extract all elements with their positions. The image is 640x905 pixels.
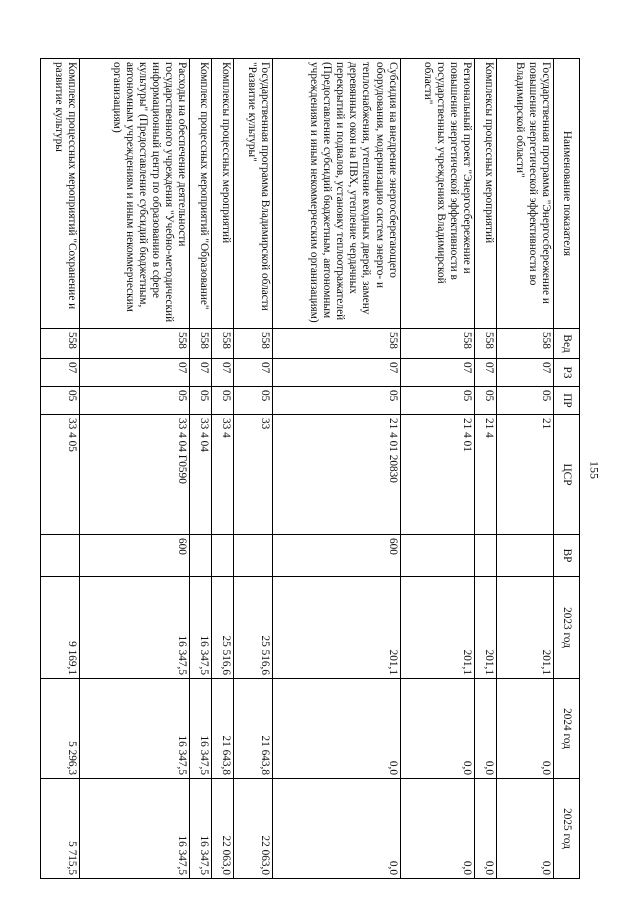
column-header: 2024 год	[554, 679, 580, 779]
column-header: Наименование показателя	[554, 59, 580, 329]
rotated-page-content	[40, 58, 580, 878]
cell-name: Субсидия на внедрение энергосберегающего оборудования, модернизацию систем энерго- и теплоснабжения, утепление входных дверей, замену деревянных окон на ПВХ, утепление чердачных перекрытий и подвалов, установку теплоотражателей (Предоставление субсидий бюджетным, автономным учреждениям и иным некоммерческим организациям)	[273, 59, 401, 329]
cell-y2024: 0,0	[273, 679, 401, 779]
cell-pr: 05	[190, 387, 212, 415]
cell-ved: 558	[41, 329, 80, 359]
cell-rz: 07	[233, 359, 272, 387]
cell-ved: 558	[475, 329, 497, 359]
cell-y2025: 5 715,5	[41, 779, 80, 879]
column-header: ВР	[554, 535, 580, 577]
cell-name: Государственная программа "Энергосбережение и повышение энергетической эффективности во Владимирской области"	[497, 59, 554, 329]
page-number: 155	[587, 461, 602, 479]
cell-pr: 05	[497, 387, 554, 415]
cell-ved: 558	[233, 329, 272, 359]
column-header: 2025 год	[554, 779, 580, 879]
cell-vr	[400, 535, 475, 577]
cell-y2024: 0,0	[400, 679, 475, 779]
cell-ved: 558	[497, 329, 554, 359]
column-header: ЦСР	[554, 415, 580, 535]
cell-name: Расходы на обеспечение деятельности государственного учреждения "Учебно-методический информационный центр по образованию в сфере культуры" (Предоставление субсидий бюджетным, автономным учреждениям и иным некоммерческим организациям)	[80, 59, 190, 329]
cell-ved: 558	[80, 329, 190, 359]
cell-pr: 05	[233, 387, 272, 415]
cell-csr: 33 4 04	[190, 415, 212, 535]
cell-y2023: 16 347,5	[80, 577, 190, 679]
table-body	[41, 59, 554, 879]
cell-y2023: 201,1	[273, 577, 401, 679]
cell-name: Комплекс процессных мероприятий "Образование"	[190, 59, 212, 329]
cell-vr	[233, 535, 272, 577]
cell-y2023: 201,1	[497, 577, 554, 679]
table-row	[41, 59, 80, 879]
cell-y2024: 16 347,5	[80, 679, 190, 779]
cell-rz: 07	[212, 359, 234, 387]
cell-rz: 07	[80, 359, 190, 387]
table-row	[212, 59, 234, 879]
cell-y2023: 201,1	[475, 577, 497, 679]
cell-y2024: 21 643,8	[233, 679, 272, 779]
cell-vr	[497, 535, 554, 577]
cell-vr	[190, 535, 212, 577]
cell-rz: 07	[400, 359, 475, 387]
table-header-row	[554, 59, 580, 879]
cell-vr	[475, 535, 497, 577]
table-row	[400, 59, 475, 879]
cell-y2023: 201,1	[400, 577, 475, 679]
cell-y2025: 0,0	[475, 779, 497, 879]
table-row	[80, 59, 190, 879]
cell-csr: 33 4 04 Г0590	[80, 415, 190, 535]
cell-csr: 21 4	[475, 415, 497, 535]
column-header: Вед	[554, 329, 580, 359]
column-header: РЗ	[554, 359, 580, 387]
cell-rz: 07	[475, 359, 497, 387]
cell-pr: 05	[475, 387, 497, 415]
table-row	[475, 59, 497, 879]
cell-y2025: 16 347,5	[80, 779, 190, 879]
cell-csr: 33 4	[212, 415, 234, 535]
cell-y2024: 5 296,3	[41, 679, 80, 779]
cell-y2025: 0,0	[273, 779, 401, 879]
cell-y2023: 16 347,5	[190, 577, 212, 679]
table-row	[273, 59, 401, 879]
cell-rz: 07	[41, 359, 80, 387]
cell-ved: 558	[400, 329, 475, 359]
cell-y2024: 21 643,8	[212, 679, 234, 779]
cell-ved: 558	[273, 329, 401, 359]
table-row	[190, 59, 212, 879]
cell-pr: 05	[80, 387, 190, 415]
cell-pr: 05	[273, 387, 401, 415]
cell-csr: 21 4 01	[400, 415, 475, 535]
cell-y2025: 22 063,0	[212, 779, 234, 879]
cell-vr: 600	[273, 535, 401, 577]
cell-y2024: 0,0	[475, 679, 497, 779]
column-header: ПР	[554, 387, 580, 415]
cell-name: Комплексы процессных мероприятий	[475, 59, 497, 329]
cell-ved: 558	[190, 329, 212, 359]
cell-vr	[41, 535, 80, 577]
cell-y2025: 16 347,5	[190, 779, 212, 879]
cell-y2025: 22 063,0	[233, 779, 272, 879]
cell-pr: 05	[41, 387, 80, 415]
cell-name: Государственная программа Владимирской области "Развитие культуры"	[233, 59, 272, 329]
cell-y2023: 25 516,6	[233, 577, 272, 679]
cell-vr	[212, 535, 234, 577]
cell-y2025: 0,0	[497, 779, 554, 879]
cell-csr: 21	[497, 415, 554, 535]
cell-csr: 33 4 05	[41, 415, 80, 535]
cell-name: Комплексы процессных мероприятий	[212, 59, 234, 329]
cell-csr: 33	[233, 415, 272, 535]
table-row	[233, 59, 272, 879]
cell-y2024: 0,0	[497, 679, 554, 779]
cell-pr: 05	[212, 387, 234, 415]
cell-y2023: 25 516,6	[212, 577, 234, 679]
cell-ved: 558	[212, 329, 234, 359]
cell-y2023: 9 169,1	[41, 577, 80, 679]
cell-name: Региональный проект "Энергосбережение и повышение энергетической эффективности в государственных учреждениях Владимирской области"	[400, 59, 475, 329]
cell-rz: 07	[273, 359, 401, 387]
cell-pr: 05	[400, 387, 475, 415]
cell-rz: 07	[497, 359, 554, 387]
budget-table	[40, 58, 580, 879]
cell-y2024: 16 347,5	[190, 679, 212, 779]
cell-csr: 21 4 01 20830	[273, 415, 401, 535]
cell-name: Комплекс процессных мероприятий "Сохранение и развитие культуры	[41, 59, 80, 329]
cell-rz: 07	[190, 359, 212, 387]
column-header: 2023 год	[554, 577, 580, 679]
table-row	[497, 59, 554, 879]
cell-y2025: 0,0	[400, 779, 475, 879]
cell-vr: 600	[80, 535, 190, 577]
